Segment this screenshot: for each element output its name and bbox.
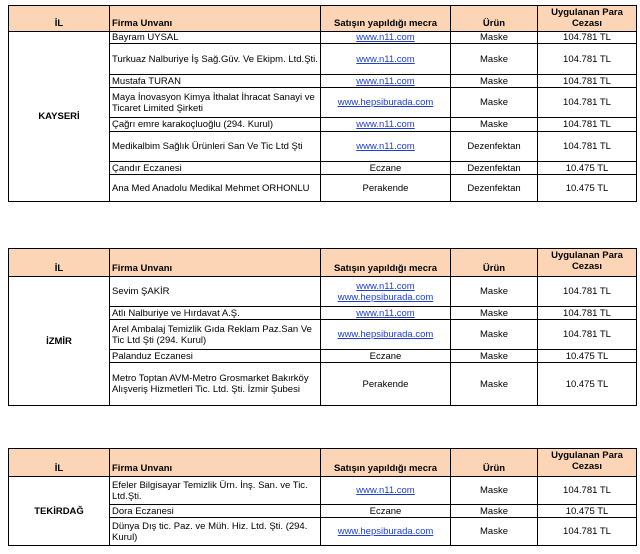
header-mecra: Satışın yapıldığı mecra <box>321 6 451 32</box>
firm-name: Maya İnovasyon Kimya İthalat İhracat Sanayi ve Ticaret Limited Şirketi <box>110 88 321 118</box>
sales-channel-link[interactable]: www.n11.com <box>356 53 415 65</box>
fine-amount: 104.781 TL <box>538 118 637 132</box>
sales-channel: Eczane <box>321 350 451 363</box>
firm-name: Bayram UYSAL <box>110 32 321 44</box>
province-cell: TEKİRDAĞ <box>9 477 110 546</box>
firm-name: Sevim ŞAKİR <box>110 277 321 307</box>
fine-amount: 10.475 TL <box>538 175 637 202</box>
fine-amount: 104.781 TL <box>538 477 637 505</box>
fine-amount: 104.781 TL <box>538 307 637 320</box>
firm-name: Medikalbim Sağlık Ürünleri San Ve Tic Ltd Şti <box>110 132 321 162</box>
sales-channel-link[interactable]: www.n11.com <box>356 307 415 319</box>
product: Maske <box>451 118 538 132</box>
product: Maske <box>451 88 538 118</box>
fine-amount: 10.475 TL <box>538 505 637 518</box>
product: Maske <box>451 505 538 518</box>
firm-name: Arel Ambalaj Temizlik Gıda Reklam Paz.San Ve Tic Ltd Şti (294. Kurul) <box>110 320 321 350</box>
sales-channel-link[interactable]: www.hepsiburada.com <box>337 291 434 303</box>
header-urun: Ürün <box>451 249 538 277</box>
firm-name: Palanduz Eczanesi <box>110 350 321 363</box>
province-cell: İZMİR <box>9 277 110 406</box>
sales-channel: Perakende <box>321 175 451 202</box>
table-header-row <box>9 249 637 277</box>
header-il: İL <box>9 6 110 32</box>
fine-amount: 104.781 TL <box>538 132 637 162</box>
table-row <box>9 277 637 307</box>
header-firma: Firma Unvanı <box>110 6 321 32</box>
product: Maske <box>451 32 538 44</box>
product: Maske <box>451 320 538 350</box>
fine-amount: 104.781 TL <box>538 518 637 546</box>
table-header-row <box>9 449 637 477</box>
fine-amount: 104.781 TL <box>538 44 637 75</box>
firm-name: Çandır Eczanesi <box>110 162 321 175</box>
header-il: İL <box>9 449 110 477</box>
header-ceza: Uygulanan Para Cezası <box>538 449 637 477</box>
header-ceza: Uygulanan Para Cezası <box>538 249 637 277</box>
sales-channel-link[interactable]: www.n11.com <box>356 75 415 87</box>
product: Maske <box>451 477 538 505</box>
firm-name: Atlı Nalburiye ve Hırdavat A.Ş. <box>110 307 321 320</box>
table-row <box>9 477 637 505</box>
sales-channel-link[interactable]: www.n11.com <box>356 141 415 152</box>
product: Maske <box>451 44 538 75</box>
fine-amount: 104.781 TL <box>538 75 637 88</box>
fine-amount: 104.781 TL <box>538 32 637 44</box>
product: Maske <box>451 350 538 363</box>
firm-name: Dora Eczanesi <box>110 505 321 518</box>
kayseri-table <box>8 5 637 202</box>
firm-name: Metro Toptan AVM-Metro Grosmarket Bakırköy Alışveriş Hizmetleri Tic. Ltd. Şti. İzmir Şubesi <box>110 363 321 406</box>
fine-amount: 10.475 TL <box>538 363 637 406</box>
firm-name: Ana Med Anadolu Medikal Mehmet ORHONLU <box>110 175 321 202</box>
product: Maske <box>451 518 538 546</box>
header-urun: Ürün <box>451 6 538 32</box>
product: Maske <box>451 363 538 406</box>
fine-amount: 104.781 TL <box>538 277 637 307</box>
firm-name: Mustafa TURAN <box>110 75 321 88</box>
header-urun: Ürün <box>451 449 538 477</box>
sales-channel: Eczane <box>321 162 451 175</box>
sales-channel: Eczane <box>321 505 451 518</box>
header-mecra: Satışın yapıldığı mecra <box>321 449 451 477</box>
table-row <box>9 32 637 44</box>
sales-channel-link[interactable]: www.hepsiburada.com <box>337 97 434 108</box>
province-cell: KAYSERİ <box>9 32 110 202</box>
firm-name: Dünya Dış tic. Paz. ve Müh. Hiz. Ltd. Şti. (294. Kurul) <box>110 518 321 546</box>
product: Maske <box>451 277 538 307</box>
firm-name: Efeler Bilgisayar Temizlik Ürn. İnş. San. ve Tic. Ltd.Şti. <box>110 477 321 505</box>
tekirdag-table <box>8 448 637 546</box>
header-firma: Firma Unvanı <box>110 249 321 277</box>
sales-channel-link[interactable]: www.n11.com <box>356 280 415 292</box>
product: Dezenfektan <box>451 132 538 162</box>
header-firma: Firma Unvanı <box>110 449 321 477</box>
sales-channel-link[interactable]: www.n11.com <box>356 119 415 130</box>
sales-channel-link[interactable]: www.hepsiburada.com <box>337 526 434 537</box>
fine-amount: 10.475 TL <box>538 350 637 363</box>
header-il: İL <box>9 249 110 277</box>
izmir-table <box>8 248 637 406</box>
fine-amount: 104.781 TL <box>538 320 637 350</box>
header-mecra: Satışın yapıldığı mecra <box>321 249 451 277</box>
header-ceza: Uygulanan Para Cezası <box>538 6 637 32</box>
product: Maske <box>451 75 538 88</box>
sales-channel-link[interactable]: www.n11.com <box>356 485 415 496</box>
product: Dezenfektan <box>451 162 538 175</box>
product: Maske <box>451 307 538 320</box>
sales-channel: Perakende <box>321 363 451 406</box>
fine-amount: 10.475 TL <box>538 162 637 175</box>
firm-name: Çağrı emre karakoçluoğlu (294. Kurul) <box>110 118 321 132</box>
sales-channel-link[interactable]: www.hepsiburada.com <box>337 329 434 340</box>
product: Dezenfektan <box>451 175 538 202</box>
firm-name: Turkuaz Nalburiye İş Sağ.Güv. Ve Ekipm. Ltd.Şti. <box>110 44 321 75</box>
table-header-row <box>9 6 637 32</box>
sales-channel-link[interactable]: www.n11.com <box>356 32 415 43</box>
fine-amount: 104.781 TL <box>538 88 637 118</box>
